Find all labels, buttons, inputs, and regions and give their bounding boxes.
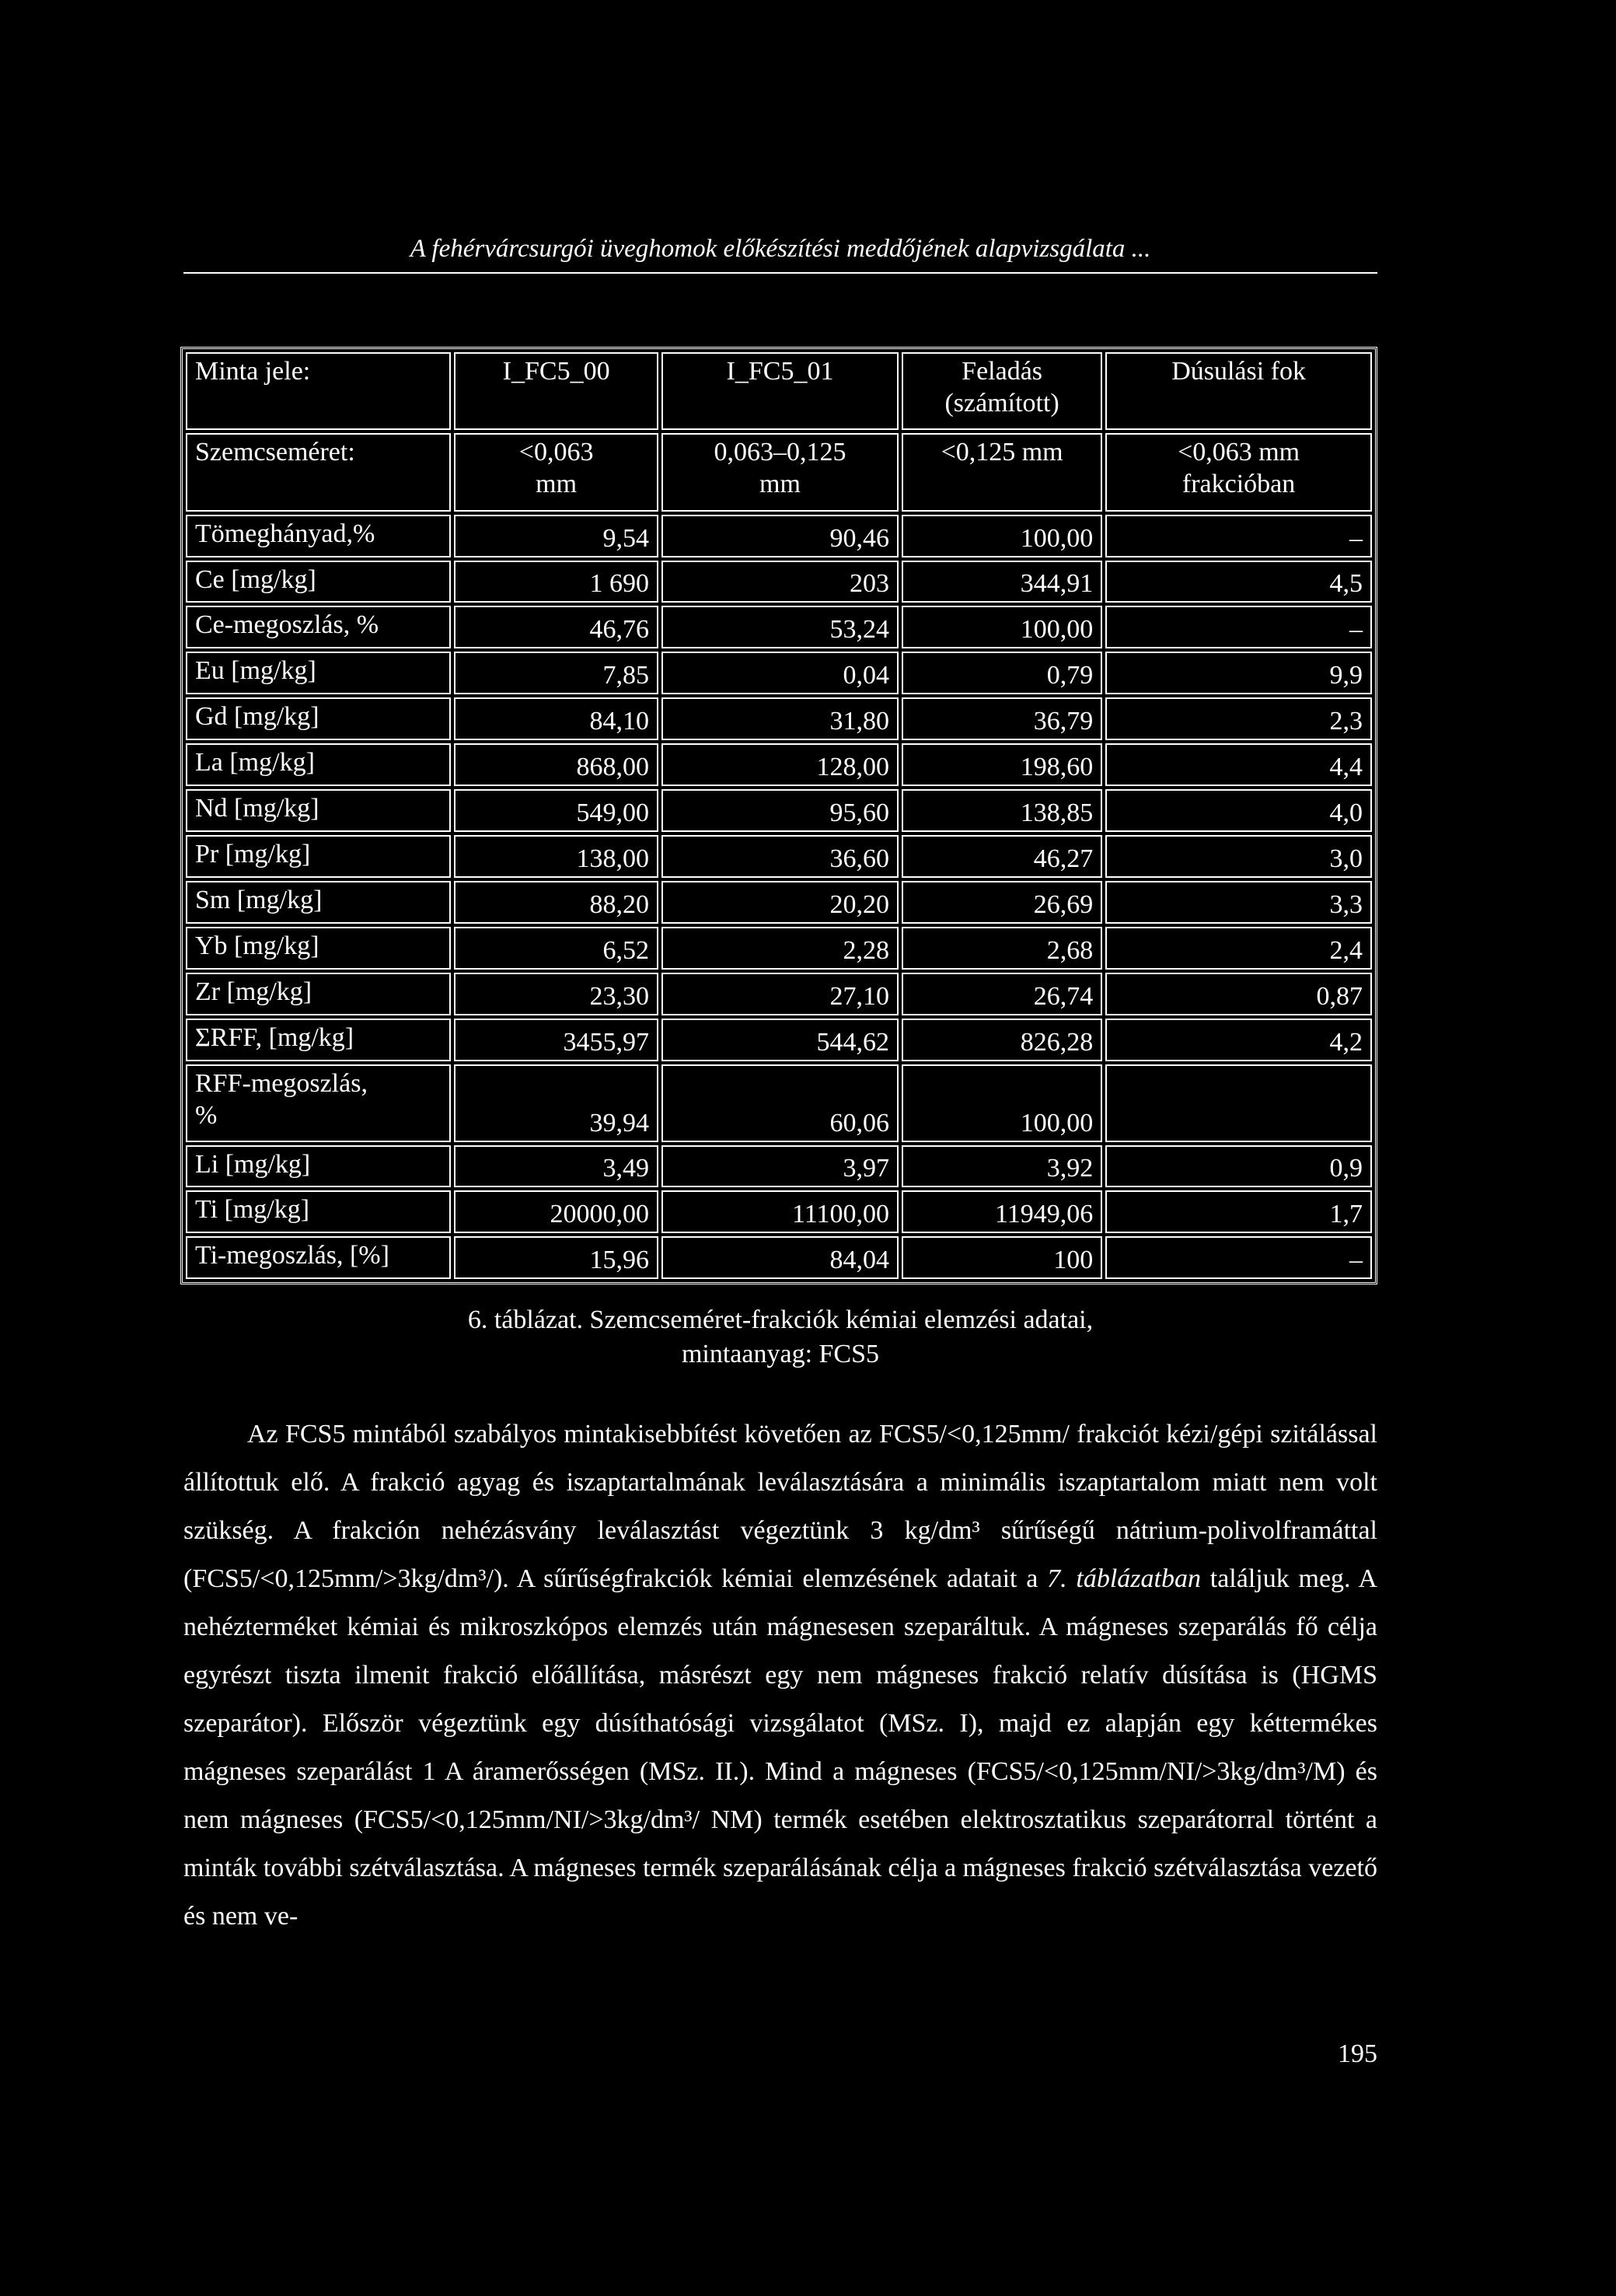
table-cell: 11100,00 <box>661 1190 899 1233</box>
running-head: A fehérvárcsurgói üveghomok előkészítési meddőjének alapvizsgálata ... <box>410 235 1151 263</box>
header-cell: <0,125 mm <box>902 433 1102 511</box>
table-cell: 46,27 <box>902 835 1102 878</box>
table-cell: 4,0 <box>1105 789 1372 832</box>
table-row <box>186 652 1372 694</box>
table-cell: 100,00 <box>902 515 1102 557</box>
table-cell: 23,30 <box>454 973 658 1015</box>
header-line: <0,063 mm <box>1178 438 1300 467</box>
table-cell: 1 690 <box>454 561 658 603</box>
header-line: Feladás <box>962 357 1043 386</box>
table-cell: 26,74 <box>902 973 1102 1015</box>
table-cell: 3,97 <box>661 1145 899 1188</box>
table-cell: 6,52 <box>454 927 658 970</box>
header-line: mm <box>759 470 801 499</box>
header-line: (számított) <box>944 389 1059 418</box>
row-label: Tömeghányad,% <box>186 515 451 557</box>
table-cell: 36,79 <box>902 697 1102 740</box>
header-rule <box>183 272 1377 274</box>
row-label: Ce-megoszlás, % <box>186 606 451 648</box>
table-cell: 39,94 <box>454 1064 658 1142</box>
table-cell: 9,54 <box>454 515 658 557</box>
table-body <box>186 515 1372 1061</box>
table-cell: 549,00 <box>454 789 658 832</box>
table-row <box>186 789 1372 832</box>
table-row <box>186 973 1372 1015</box>
table-cell: – <box>1105 606 1372 648</box>
header-cell <box>1105 433 1372 511</box>
row-label: Nd [mg/kg] <box>186 789 451 832</box>
table-cell: 138,85 <box>902 789 1102 832</box>
table-cell: 0,04 <box>661 652 899 694</box>
table-row <box>186 1236 1372 1279</box>
paragraph-text: találjuk meg. A nehézterméket kémiai és mikroszkópos elemzés után mágnesesen szeparáltuk. A mágneses szeparálás fő célja egyrészt tiszta ilmenit frakció előállítása, másrészt egy nem mágneses frakció relatív dúsítása is (HGMS szeparátor). Először végeztünk egy dúsíthatósági vizsgálatot (MSz. I), majd ez alapján egy kéttermékes mágneses szeparálást 1 A áramerősségen (MSz. II.). Mind a mágneses (FCS5/<0,125mm/NI/>3kg/dm³/M) és nem mágneses (FCS5/<0,125mm/NI/>3kg/dm³/ NM) termék esetében elektrosztatikus szeparátorral történt a minták további szétválasztása. A mágneses termék szeparálásának célja a mágneses frakció szétválasztása vezető és nem ve- <box>183 1564 1377 1931</box>
table-cell: 4,2 <box>1105 1019 1372 1061</box>
table-cell: 826,28 <box>902 1019 1102 1061</box>
table-cell: 3,0 <box>1105 835 1372 878</box>
table-body <box>186 1145 1372 1279</box>
table-cell: 3,3 <box>1105 881 1372 924</box>
table-row <box>186 835 1372 878</box>
table-cell: 100,00 <box>902 606 1102 648</box>
table-cell: 138,00 <box>454 835 658 878</box>
row-label: Ti-megoszlás, [%] <box>186 1236 451 1279</box>
table-cell: 198,60 <box>902 743 1102 786</box>
paragraph <box>183 1410 1377 1941</box>
table-reference: 7. táblázatban <box>1047 1564 1201 1593</box>
header-line: frakcióban <box>1181 470 1296 499</box>
table-cell: 2,28 <box>661 927 899 970</box>
table-cell: – <box>1105 1236 1372 1279</box>
row-label: Sm [mg/kg] <box>186 881 451 924</box>
header-cell: Dúsulási fok <box>1105 352 1372 430</box>
table-cell: 90,46 <box>661 515 899 557</box>
table-cell: 3,49 <box>454 1145 658 1188</box>
table-cell: 544,62 <box>661 1019 899 1061</box>
row-label-line: RFF-megoszlás, <box>195 1068 368 1098</box>
table-cell: – <box>1105 515 1372 557</box>
table-cell: 4,4 <box>1105 743 1372 786</box>
caption-line: 6. táblázat. Szemcseméret-frakciók kémiai elemzési adatai, <box>467 1305 1094 1334</box>
row-label: Li [mg/kg] <box>186 1145 451 1188</box>
table-cell: 84,04 <box>661 1236 899 1279</box>
table-cell: 31,80 <box>661 697 899 740</box>
table-cell: 7,85 <box>454 652 658 694</box>
header-cell: Minta jele: <box>186 352 451 430</box>
table-cell: 2,3 <box>1105 697 1372 740</box>
table-cell: 9,9 <box>1105 652 1372 694</box>
header-line: <0,063 <box>518 438 594 467</box>
table-header-row <box>186 433 1372 511</box>
table-cell: 20000,00 <box>454 1190 658 1233</box>
row-label: Zr [mg/kg] <box>186 973 451 1015</box>
header-cell: I_FC5_00 <box>454 352 658 430</box>
caption-line: mintaanyag: FCS5 <box>681 1340 880 1368</box>
table-cell: 46,76 <box>454 606 658 648</box>
table-row <box>186 697 1372 740</box>
table-cell: 0,79 <box>902 652 1102 694</box>
table-cell: 128,00 <box>661 743 899 786</box>
table-cell: 20,20 <box>661 881 899 924</box>
table-row <box>186 1145 1372 1188</box>
row-label: Yb [mg/kg] <box>186 927 451 970</box>
table-cell: 100,00 <box>902 1064 1102 1142</box>
header-cell <box>454 433 658 511</box>
row-label-line: % <box>195 1100 218 1130</box>
table-row <box>186 743 1372 786</box>
table-cell: 0,87 <box>1105 973 1372 1015</box>
table-cell: 100 <box>902 1236 1102 1279</box>
table-cell <box>1105 1064 1372 1142</box>
row-label: Ti [mg/kg] <box>186 1190 451 1233</box>
data-table <box>180 347 1377 1284</box>
row-label: Ce [mg/kg] <box>186 561 451 603</box>
table-cell: 3455,97 <box>454 1019 658 1061</box>
row-label: ΣRFF, [mg/kg] <box>186 1019 451 1061</box>
table-cell: 15,96 <box>454 1236 658 1279</box>
row-label: Eu [mg/kg] <box>186 652 451 694</box>
header-cell: I_FC5_01 <box>661 352 899 430</box>
table-cell: 2,4 <box>1105 927 1372 970</box>
table-row <box>186 515 1372 557</box>
table-cell: 95,60 <box>661 789 899 832</box>
header-cell: Szemcseméret: <box>186 433 451 511</box>
table-caption <box>183 1303 1377 1372</box>
body-text <box>183 1410 1377 1941</box>
table-cell: 0,9 <box>1105 1145 1372 1188</box>
paragraph-text: Az FCS5 mintából szabályos mintakisebbítést követően az FCS5/<0,125mm/ frakciót kézi/gépi szitálással állítottuk elő. A frakció agyag és iszaptartalmának leválasztására a minimális iszaptartalom miatt nem volt szükség. A frakción nehézásvány leválasztást végeztünk 3 kg/dm³ sűrűségű nátrium-polivolframáttal (FCS5/<0,125mm/>3kg/dm³/). A sűrűségfrakciók kémiai elemzésének adatait a <box>183 1420 1377 1593</box>
table-cell: 1,7 <box>1105 1190 1372 1233</box>
table-cell: 27,10 <box>661 973 899 1015</box>
table-cell: 26,69 <box>902 881 1102 924</box>
table-row <box>186 881 1372 924</box>
table-cell: 4,5 <box>1105 561 1372 603</box>
row-label: Gd [mg/kg] <box>186 697 451 740</box>
row-label <box>186 1064 451 1142</box>
table-cell: 84,10 <box>454 697 658 740</box>
table-cell: 344,91 <box>902 561 1102 603</box>
table-row <box>186 1064 1372 1142</box>
header-line: 0,063–0,125 <box>714 438 846 467</box>
table-cell: 2,68 <box>902 927 1102 970</box>
table-header-row <box>186 352 1372 430</box>
row-label: Pr [mg/kg] <box>186 835 451 878</box>
header-line: mm <box>536 470 578 499</box>
table-cell: 868,00 <box>454 743 658 786</box>
table-cell: 36,60 <box>661 835 899 878</box>
table-cell: 53,24 <box>661 606 899 648</box>
table-row <box>186 927 1372 970</box>
table-row <box>186 1190 1372 1233</box>
table-row <box>186 561 1372 603</box>
table-cell: 3,92 <box>902 1145 1102 1188</box>
table-cell: 60,06 <box>661 1064 899 1142</box>
table-cell: 203 <box>661 561 899 603</box>
header-cell <box>902 352 1102 430</box>
table-cell: 11949,06 <box>902 1190 1102 1233</box>
header-cell <box>661 433 899 511</box>
row-label: La [mg/kg] <box>186 743 451 786</box>
table-cell: 88,20 <box>454 881 658 924</box>
table-row <box>186 1019 1372 1061</box>
page-number: 195 <box>1338 2039 1377 2068</box>
table-row <box>186 606 1372 648</box>
